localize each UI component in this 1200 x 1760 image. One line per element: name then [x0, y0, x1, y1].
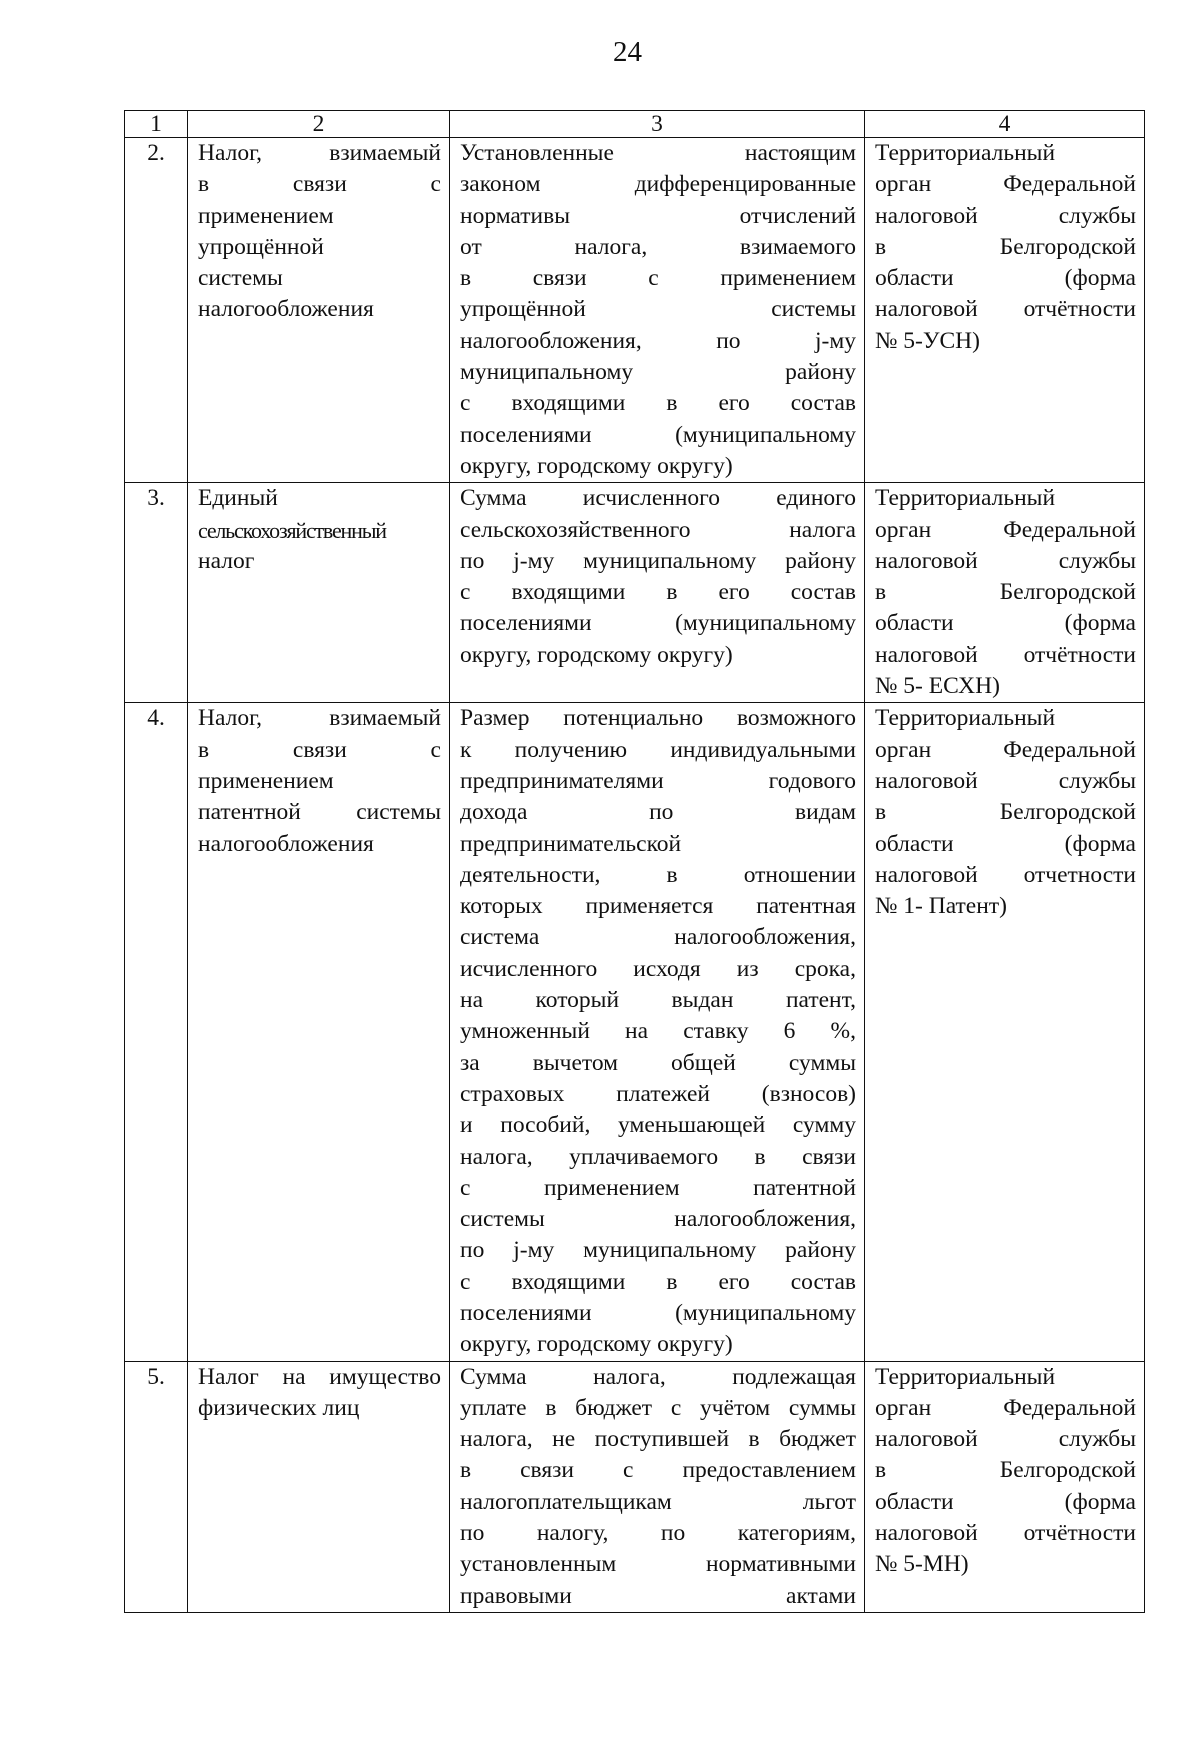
text-line: № 5- ЕСХН) — [875, 673, 1000, 700]
text-line: в связи с применением — [460, 265, 856, 292]
text-line: уплате в бюджет с учётом суммы — [460, 1394, 856, 1421]
text-line: от налога, взимаемого — [460, 233, 856, 260]
text-line: Сумма исчисленного единого — [460, 485, 856, 512]
text-line: Сумма налога, подлежащая — [460, 1363, 856, 1390]
text-line: применением — [198, 767, 334, 794]
text-line: области (форма — [875, 610, 1136, 637]
text-line: с применением патентной — [460, 1174, 856, 1201]
text-line: за вычетом общей суммы — [460, 1049, 856, 1076]
row-number: 5. — [125, 1361, 188, 1612]
text-line: Территориальный — [875, 705, 1056, 732]
table-row — [125, 703, 1145, 1361]
text-line: поселениями (муниципальному — [460, 610, 856, 637]
text-line: упрощённой системы — [460, 296, 856, 323]
text-line: по j-му муниципальному району — [460, 1237, 856, 1264]
text-line: законом дифференцированные — [460, 171, 856, 198]
text-line: орган Федеральной — [875, 736, 1136, 763]
text-line: упрощённой — [198, 233, 324, 260]
source-cell — [865, 483, 1145, 703]
text-line: налоговой службы — [875, 547, 1136, 574]
text-line: № 5-МН) — [875, 1551, 969, 1578]
text-line: поселениями (муниципальному — [460, 1299, 856, 1326]
text-line: системы налогообложения, — [460, 1206, 856, 1233]
text-line: сельскохозяйственный — [198, 517, 386, 543]
text-line: области (форма — [875, 265, 1136, 292]
table-row — [125, 1361, 1145, 1612]
text-line: исчисленного исходя из срока, — [460, 955, 856, 982]
tax-name-cell — [188, 1361, 450, 1612]
source-cell — [865, 1361, 1145, 1612]
text-line: округу, городскому округу) — [460, 452, 733, 479]
text-line: с входящими в его состав — [460, 579, 856, 606]
text-line: правовыми актами — [460, 1582, 856, 1609]
table-row — [125, 138, 1145, 483]
text-line: налогоплательщикам льгот — [460, 1488, 856, 1515]
text-line: налог — [198, 547, 255, 574]
column-header-2: 2 — [188, 111, 450, 138]
column-header-4: 4 — [865, 111, 1145, 138]
text-line: налогообложения — [198, 830, 374, 857]
indicator-cell — [450, 138, 865, 483]
text-line: в связи с — [198, 171, 441, 198]
text-line: которых применяется патентная — [460, 893, 856, 920]
text-line: с входящими в его состав — [460, 390, 856, 417]
text-line: налога, уплачиваемого в связи — [460, 1143, 856, 1170]
text-line: № 1- Патент) — [875, 893, 1007, 920]
text-line: и пособий, уменьшающей сумму — [460, 1112, 856, 1139]
text-line: налоговой службы — [875, 767, 1136, 794]
tax-name-cell — [188, 483, 450, 703]
text-line: области (форма — [875, 1488, 1136, 1515]
text-line: сельскохозяйственного налога — [460, 516, 856, 543]
text-line: орган Федеральной — [875, 1394, 1136, 1421]
row-number: 4. — [125, 703, 188, 1361]
text-line: по j-му муниципальному району — [460, 547, 856, 574]
text-line: налогообложения, по j-му — [460, 327, 856, 354]
tax-name-cell — [188, 703, 450, 1361]
text-line: округу, городскому округу) — [460, 1331, 733, 1358]
text-line: Единый — [198, 485, 278, 512]
tax-name-cell — [188, 138, 450, 483]
column-header-1: 1 — [125, 111, 188, 138]
text-line: в Белгородской — [875, 579, 1136, 606]
text-line: Территориальный — [875, 1363, 1056, 1390]
text-line: Размер потенциально возможного — [460, 705, 856, 732]
text-line: в связи с — [198, 736, 441, 763]
text-line: с входящими в его состав — [460, 1268, 856, 1295]
column-header-3: 3 — [450, 111, 865, 138]
text-line: в Белгородской — [875, 233, 1136, 260]
text-line: дохода по видам — [460, 799, 856, 826]
tax-table — [124, 110, 1145, 1613]
text-line: орган Федеральной — [875, 171, 1136, 198]
text-line: налоговой отчётности — [875, 641, 1136, 668]
text-line: установленным нормативными — [460, 1551, 856, 1578]
text-line: в Белгородской — [875, 1457, 1136, 1484]
text-line: системы — [198, 265, 283, 292]
text-line: Налог, взимаемый — [198, 140, 441, 166]
text-line: система налогообложения, — [460, 924, 856, 951]
page-number: 24 — [613, 36, 642, 68]
text-line: на который выдан патент, — [460, 987, 856, 1014]
text-line: округу, городскому округу) — [460, 641, 733, 668]
text-line: патентной системы — [198, 799, 441, 826]
text-line: Территориальный — [875, 140, 1056, 166]
text-line: муниципальному району — [460, 359, 856, 386]
indicator-cell — [450, 703, 865, 1361]
table-row — [125, 483, 1145, 703]
text-line: налоговой отчётности — [875, 296, 1136, 323]
row-number: 3. — [125, 483, 188, 703]
text-line: применением — [198, 202, 334, 229]
text-line: Налог на имущество — [198, 1363, 441, 1390]
text-line: Установленные настоящим — [460, 140, 856, 166]
row-number: 2. — [125, 138, 188, 483]
text-line: налога, не поступившей в бюджет — [460, 1426, 856, 1453]
text-line: в связи с предоставлением — [460, 1457, 856, 1484]
text-line: орган Федеральной — [875, 516, 1136, 543]
text-line: налоговой службы — [875, 1426, 1136, 1453]
text-line: умноженный на ставку 6 %, — [460, 1018, 856, 1045]
text-line: поселениями (муниципальному — [460, 421, 856, 448]
text-line: налоговой службы — [875, 202, 1136, 229]
text-line: нормативы отчислений — [460, 202, 856, 229]
text-line: области (форма — [875, 830, 1136, 857]
text-line: в Белгородской — [875, 799, 1136, 826]
text-line: Налог, взимаемый — [198, 705, 441, 732]
text-line: страховых платежей (взносов) — [460, 1080, 856, 1107]
source-cell — [865, 703, 1145, 1361]
indicator-cell — [450, 1361, 865, 1612]
text-line: к получению индивидуальными — [460, 736, 856, 763]
header-row — [125, 111, 1145, 138]
text-line: по налогу, по категориям, — [460, 1520, 856, 1547]
text-line: Территориальный — [875, 485, 1056, 512]
source-cell — [865, 138, 1145, 483]
text-line: налогообложения — [198, 296, 374, 323]
text-line: деятельности, в отношении — [460, 861, 856, 888]
text-line: № 5-УСН) — [875, 327, 980, 354]
text-line: налоговой отчетности — [875, 861, 1136, 888]
text-line: предпринимательской — [460, 830, 682, 857]
text-line: физических лиц — [198, 1394, 360, 1421]
indicator-cell — [450, 483, 865, 703]
text-line: предпринимателями годового — [460, 767, 856, 794]
text-line: налоговой отчётности — [875, 1520, 1136, 1547]
